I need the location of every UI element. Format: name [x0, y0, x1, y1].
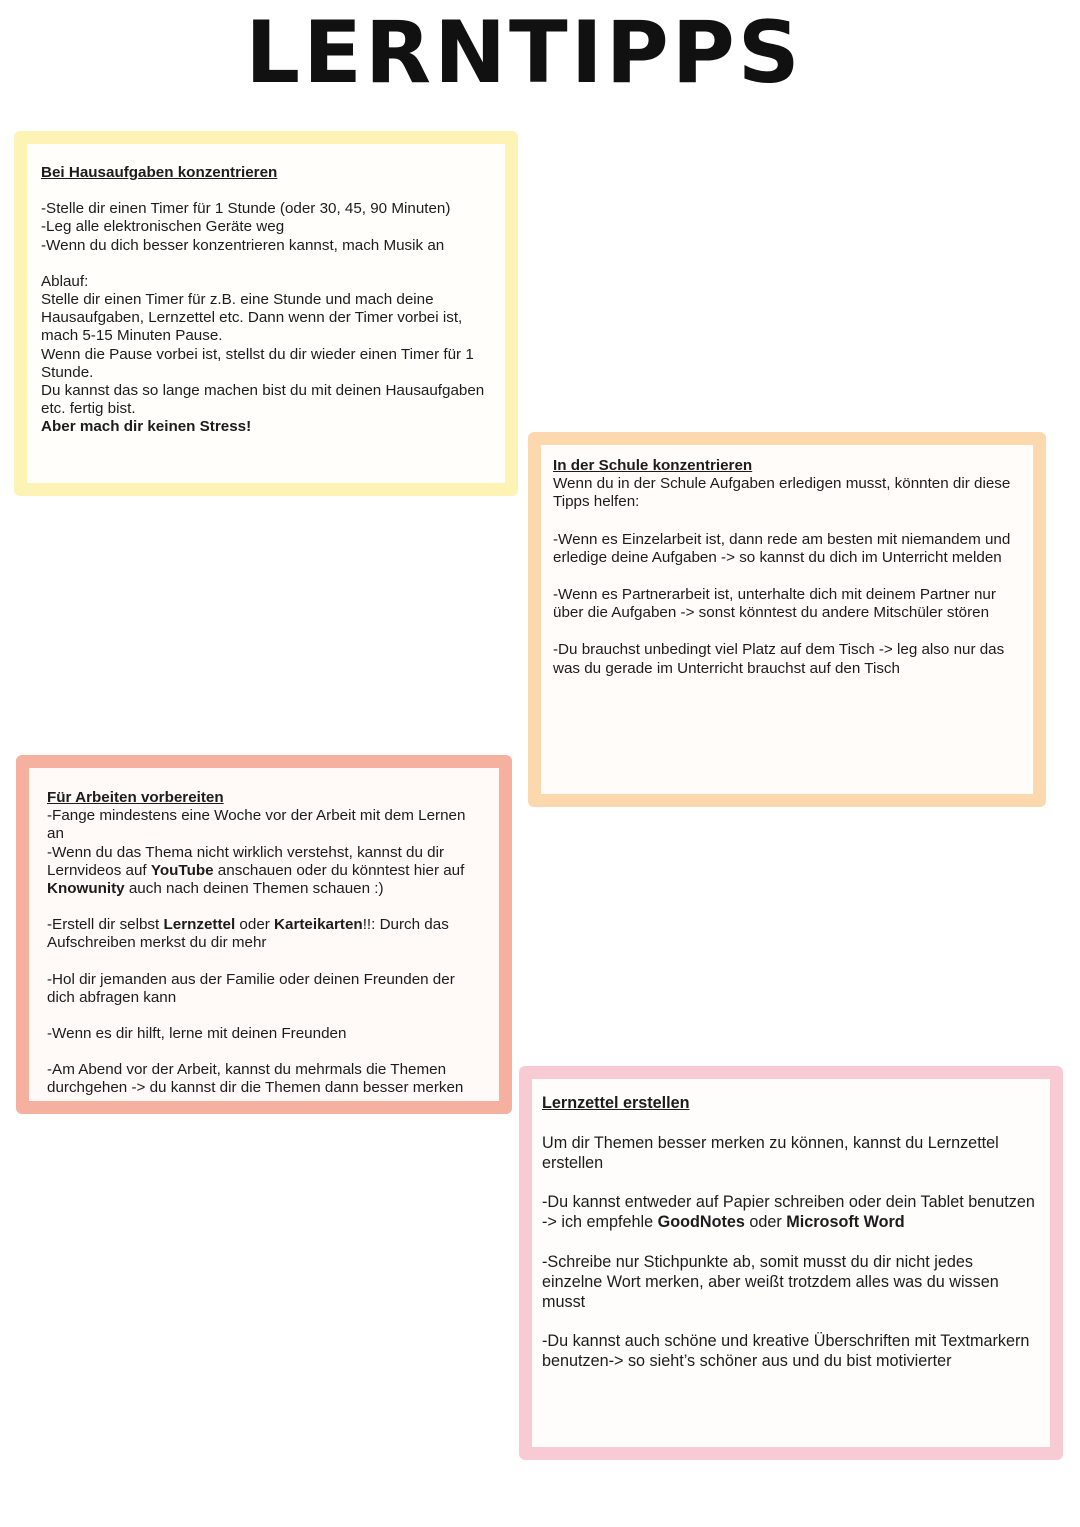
youtube-brand: YouTube	[150, 861, 214, 879]
procedure-text: Du kannst das so lange machen bist du mit deinen Hausaufgaben etc. fertig bist.	[41, 382, 485, 418]
school-intro: Wenn du in der Schule Aufgaben erledigen musst, könnten dir diese Tipps helfen:	[553, 475, 1011, 511]
notes-intro: Um dir Themen besser merken zu können, kannst du Lernzettel erstellen	[542, 1133, 999, 1172]
notes-tip: -Schreibe nur Stichpunkte ab, somit musst du dir nicht jedes einzelne Wort merken, aber weißt trotzdem alles was du wissen musst	[542, 1252, 999, 1311]
exams-tip: -Fange mindestens eine Woche vor der Arbeit mit dem Lernen an	[47, 807, 466, 843]
card-homework	[14, 131, 518, 496]
exams-tip: -Am Abend vor der Arbeit, kannst du mehrmals die Themen durchgehen -> du kannst dir die Themen dann besser merken	[47, 1061, 464, 1097]
exams-tip: -Erstell dir selbst Lernzettel oder Karteikarten!!: Durch das Aufschreiben merkst du dir mehr	[47, 916, 449, 952]
exams-tip: -Wenn du das Thema nicht wirklich verstehst, kannst du dir Lernvideos auf YouTube anschauen oder du könntest hier auf Knowunity auch nach deinen Themen schauen :)	[47, 843, 465, 898]
card-heading-school: In der Schule konzentrieren	[553, 457, 753, 474]
knowunity-brand: Knowunity	[47, 880, 125, 898]
school-tip: -Wenn es Einzelarbeit ist, dann rede am besten mit niemandem und erledige deine Aufgaben -> so kannst du dich im Unterricht melden	[553, 530, 1011, 566]
card-heading-exams: Für Arbeiten vorbereiten	[47, 789, 224, 806]
card-notes	[519, 1066, 1063, 1460]
page-title: LERNTIPPS	[245, 3, 803, 103]
karteikarten-term: Karteikarten	[274, 916, 363, 934]
procedure-closing: Aber mach dir keinen Stress!	[41, 418, 252, 436]
homework-tip: -Wenn du dich besser konzentrieren kannst, mach Musik an	[41, 236, 445, 254]
homework-tip: -Leg alle elektronischen Geräte weg	[41, 218, 285, 236]
procedure-label: Ablauf:	[41, 272, 89, 290]
lernzettel-term: Lernzettel	[163, 916, 236, 934]
homework-tip-list	[41, 200, 491, 255]
exams-tip: -Wenn es dir hilft, lerne mit deinen Freunden	[47, 1025, 347, 1043]
card-exams	[16, 755, 512, 1114]
card-heading-notes: Lernzettel erstellen	[542, 1094, 690, 1112]
notes-tip: -Du kannst auch schöne und kreative Überschriften mit Textmarkern benutzen-> so sieht’s schöner aus und du bist motivierter	[542, 1332, 1030, 1371]
card-heading-homework: Bei Hausaufgaben konzentrieren	[41, 164, 278, 181]
homework-tip: -Stelle dir einen Timer für 1 Stunde (oder 30, 45, 90 Minuten)	[41, 200, 451, 218]
procedure-text: Stelle dir einen Timer für z.B. eine Stunde und mach deine Hausaufgaben, Lernzettel etc. Dann wenn der Timer vorbei ist, mach 5-15 Minuten Pause.	[41, 291, 463, 345]
goodnotes-brand: GoodNotes	[657, 1213, 745, 1232]
school-tip: -Du brauchst unbedingt viel Platz auf dem Tisch -> leg also nur das was du gerade im Unterricht brauchst auf den Tisch	[553, 641, 1005, 677]
procedure-text: Wenn die Pause vorbei ist, stellst du dir wieder einen Timer für 1 Stunde.	[41, 345, 474, 381]
homework-procedure	[41, 273, 491, 437]
notes-tip: -Du kannst entweder auf Papier schreiben oder dein Tablet benutzen -> ich empfehle GoodNotes oder Microsoft Word	[542, 1193, 1035, 1232]
school-tip: -Wenn es Partnerarbeit ist, unterhalte dich mit deinem Partner nur über die Aufgaben -> sonst könntest du andere Mitschüler stören	[553, 586, 996, 622]
word-brand: Microsoft Word	[786, 1213, 905, 1232]
exams-tip: -Hol dir jemanden aus der Familie oder deinen Freunden der dich abfragen kann	[47, 970, 455, 1006]
card-school	[528, 432, 1046, 807]
